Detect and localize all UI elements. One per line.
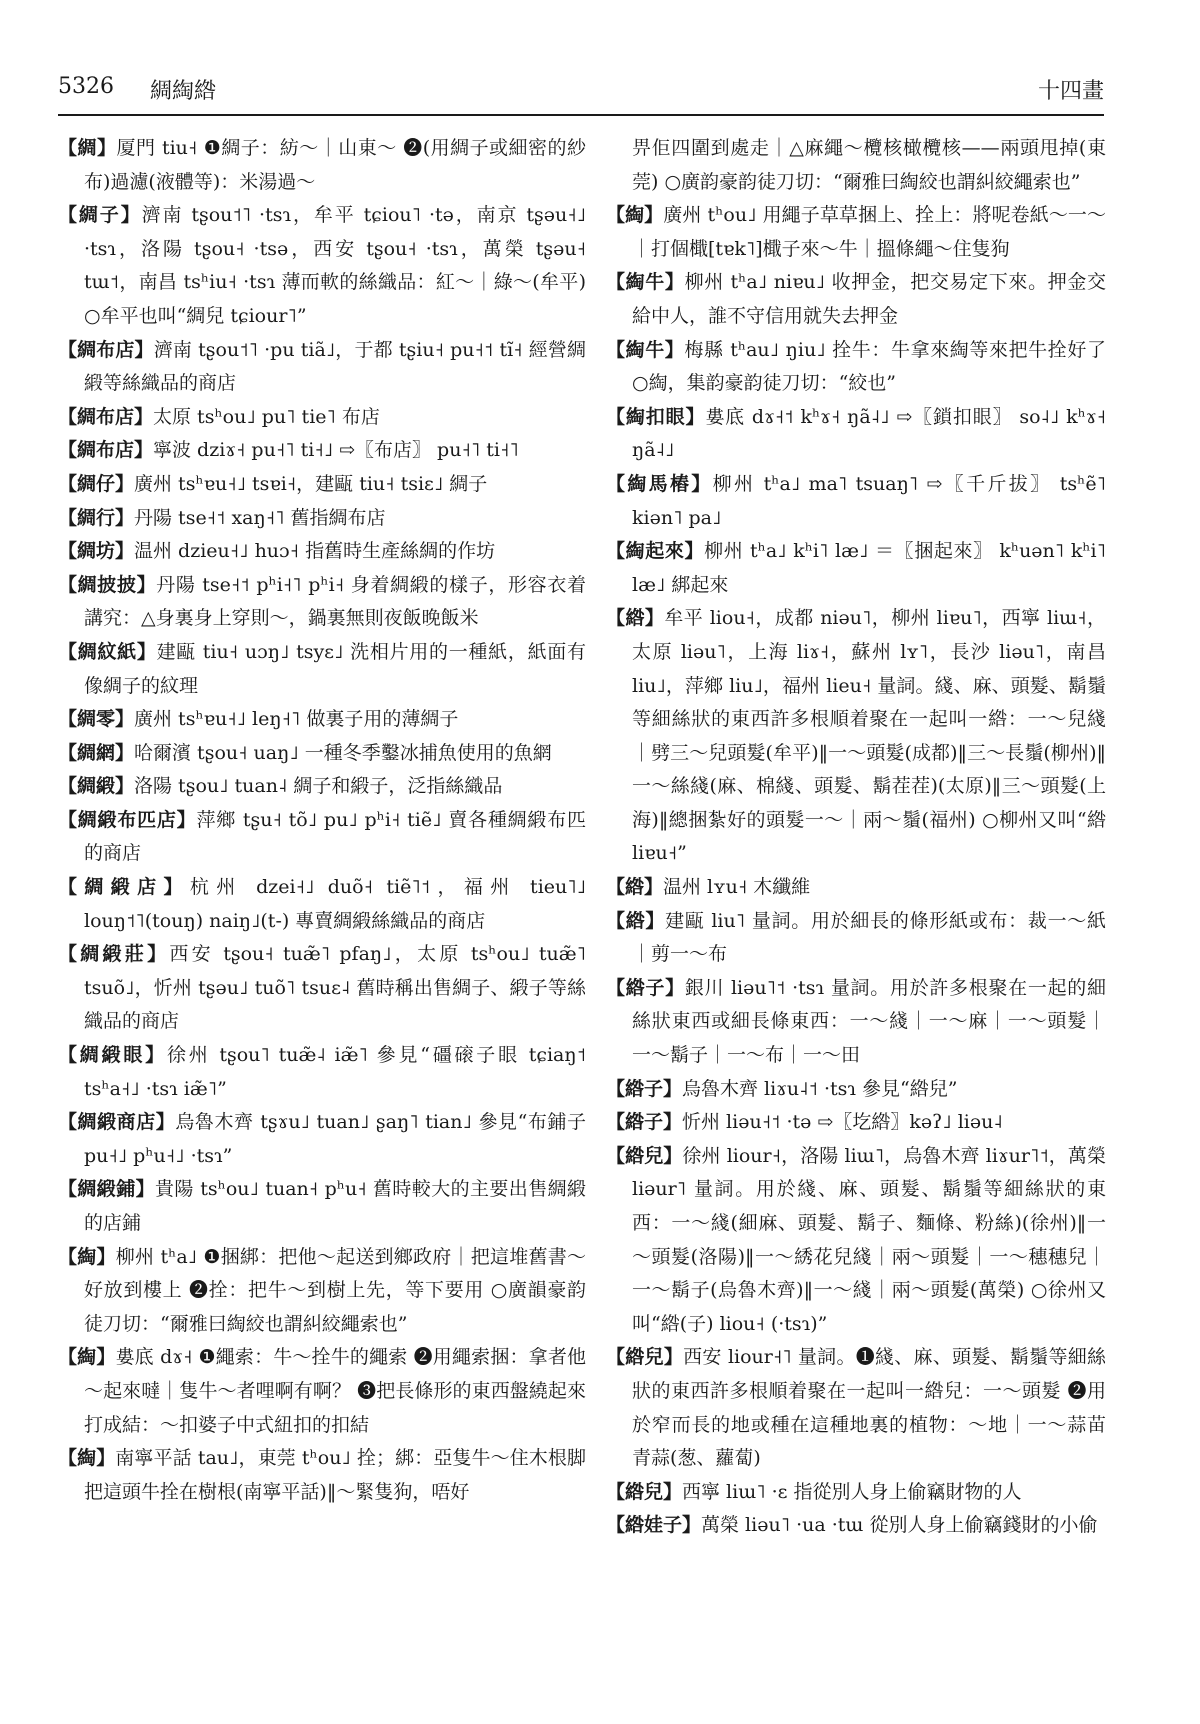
entry-definition: 柳州 tʰa˩ ma˥ tsuaŋ˥ ⇨〖千斤拔〗 tsʰẽ˥ kiən˥ pa˩ bbox=[632, 472, 1106, 529]
dictionary-entry bbox=[606, 972, 1106, 1073]
entry-definition: 柳州 tʰa˩ niɐu˩ 收押金，把交易定下來。押金交給中人，誰不守信用就失去押金 bbox=[632, 271, 1106, 327]
dictionary-entry bbox=[58, 703, 586, 737]
dictionary-entry bbox=[58, 468, 586, 502]
entry-headword: 【綹子】 bbox=[606, 1077, 683, 1100]
entry-definition: 建甌 liu˥ 量詞。用於細長的條形紙或布：裁一～紙｜剪一～布 bbox=[632, 909, 1106, 966]
dictionary-entry bbox=[58, 871, 586, 938]
entry-headword: 【綢子】 bbox=[58, 204, 142, 227]
entry-headword: 【綯】 bbox=[58, 1346, 116, 1369]
entry-headword: 【綢紋紙】 bbox=[58, 640, 157, 663]
running-head: 綢綯綹 bbox=[150, 79, 217, 104]
entry-headword: 【綹】 bbox=[606, 876, 664, 899]
entry-definition: 洛陽 tʂou˩ tuan˨ 綢子和緞子，泛指絲織品 bbox=[134, 775, 503, 798]
dictionary-entry bbox=[606, 468, 1106, 535]
entry-headword: 【綢坊】 bbox=[58, 540, 135, 563]
dictionary-entry bbox=[606, 1341, 1106, 1475]
dictionary-entry bbox=[606, 905, 1106, 972]
page-header bbox=[58, 70, 1104, 116]
dictionary-entry bbox=[606, 602, 1106, 871]
entry-headword: 【綹子】 bbox=[606, 976, 685, 999]
dictionary-entry bbox=[58, 569, 586, 636]
entry-headword: 【綯】 bbox=[606, 204, 664, 227]
entry-headword: 【綢緞鋪】 bbox=[58, 1178, 155, 1201]
entry-headword: 【綢布店】 bbox=[58, 338, 154, 361]
dictionary-entry bbox=[58, 401, 586, 435]
entry-definition: 西安 liour˧˥ 量詞。❶綫、麻、頭髮、鬍鬚等細絲狀的東西許多根順着聚在一起叫一綹兒：一～頭髮 ❷用於窄而長的地或種在這種地裏的植物：～地｜一～蒜苗青蒜(葱、蘿蔔) bbox=[632, 1346, 1106, 1470]
entry-headword: 【綢布店】 bbox=[58, 405, 154, 428]
entry-headword: 【綢披披】 bbox=[58, 573, 157, 596]
entry-headword: 【綹兒】 bbox=[606, 1144, 683, 1167]
entry-headword: 【綢緞商店】 bbox=[58, 1111, 176, 1134]
entry-headword: 【綹】 bbox=[606, 607, 665, 630]
entry-headword: 【綢緞】 bbox=[58, 775, 135, 798]
entry-definition: 濟南 tʂou˦˥ ·tsɿ，牟平 tɕiou˥ ·tə，南京 tʂəu˧˩ ·tsɿ，洛陽 tʂou˧ ·tsə，西安 tʂou˧ ·tsɿ，萬榮 tʂəu˧ tɯ˦，南昌 tsʰiu˧ ·tsɿ 薄而軟的絲織品：紅～｜綠～(牟平) ○牟平也叫“綢兒 tɕiour˥” bbox=[84, 204, 586, 327]
dictionary-entry bbox=[606, 871, 1106, 905]
dictionary-entry bbox=[58, 1106, 586, 1173]
dictionary-entry bbox=[58, 199, 586, 333]
entry-headword: 【綹兒】 bbox=[606, 1346, 684, 1369]
entry-definition: 萬榮 liəu˥ ·ua ·tɯ 從別人身上偷竊錢財的小偷 bbox=[701, 1514, 1098, 1537]
entry-headword: 【綯牛】 bbox=[606, 338, 685, 361]
dictionary-entry bbox=[606, 1106, 1106, 1140]
entry-headword: 【綯起來】 bbox=[606, 540, 705, 563]
entry-definition: 丹陽 tse˧˦ pʰi˧˥ pʰi˧ 身着綢緞的樣子，形容衣着講究：△身裏身上穿則～，鍋裏無則夜飯晚飯米 bbox=[84, 573, 586, 630]
entry-headword: 【綢緞眼】 bbox=[58, 1044, 167, 1067]
entry-headword: 【綹】 bbox=[606, 909, 666, 932]
dictionary-entry bbox=[58, 1341, 586, 1442]
entry-definition: 萍鄉 tʂu˧ tõ˩ pu˩ pʰi˧ tiẽ˩ 賣各種綢緞布匹的商店 bbox=[84, 808, 586, 865]
entry-headword: 【綯】 bbox=[58, 1447, 116, 1470]
entry-headword: 【綹兒】 bbox=[606, 1480, 683, 1503]
entry-definition: 畀佢四圍到處走｜△麻繩～欖核橄欖核——兩頭甩掉(東莞) ○廣韵豪韵徒刀切：“爾雅曰綯絞也謂糾絞繩索也” bbox=[632, 137, 1106, 193]
entry-definition: 寧波 dziɤ˧ pu˧˥ ti˧˩ ⇨〖布店〗 pu˧˥ ti˧˥ bbox=[153, 439, 519, 462]
entry-headword: 【綢緞店】 bbox=[58, 876, 190, 899]
right-column bbox=[606, 132, 1106, 1692]
entry-definition: 太原 tsʰou˩ pu˥ tie˥ 布店 bbox=[153, 405, 380, 428]
entry-definition: 南寧平話 tau˩，東莞 tʰou˩ 拴；綁：亞隻牛～住木根脚把這頭牛拴在樹根(南寧平話)‖～緊隻狗，唔好 bbox=[84, 1447, 586, 1503]
entry-headword: 【綢】 bbox=[58, 137, 117, 159]
dictionary-entry bbox=[58, 132, 586, 199]
entry-headword: 【綹娃子】 bbox=[606, 1514, 702, 1537]
left-column bbox=[58, 132, 586, 1692]
dictionary-entry bbox=[58, 502, 586, 536]
entry-definition: 建甌 tiu˧ uɔŋ˩ tsyɛ˩ 洗相片用的一種紙，紙面有像綢子的紋理 bbox=[84, 640, 586, 697]
entry-headword: 【綢網】 bbox=[58, 741, 135, 764]
entry-definition: 徐州 tʂou˥ tuæ̃˨ iæ̃˥ 參見“礓磙子眼 tɕiaŋ˦ tsʰa˧˩ ·tsɿ iæ̃˥” bbox=[84, 1044, 586, 1100]
entry-definition: 柳州 tʰa˩ kʰi˥ læ˩ ＝〖捆起來〗 kʰuən˥ kʰi˥ læ˩ 綁起來 bbox=[632, 540, 1106, 596]
entry-headword: 【綢仔】 bbox=[58, 472, 135, 495]
entry-definition: 杭州 dzei˧˩ duõ˧ tiẽ˥˦，福州 tieu˥˩ louŋ˦˥(touŋ) naiŋ˩(t-) 專賣綢緞絲織品的商店 bbox=[84, 876, 586, 932]
entry-definition: 烏魯木齊 tʂɤu˩ tuan˩ ʂaŋ˥ tian˩ 參見“布鋪子 pu˧˩ pʰu˧˩ ·tsɿ” bbox=[84, 1111, 586, 1167]
entry-headword: 【綢行】 bbox=[58, 506, 135, 529]
entry-definition: 西寧 liɯ˥ ·ɛ 指從別人身上偷竊財物的人 bbox=[682, 1480, 1022, 1503]
entry-definition: 厦門 tiu˧ ❶綢子：紡～｜山東～ ❷(用綢子或細密的紗布)過濾(液體等)：米湯過～ bbox=[84, 137, 586, 193]
entry-definition: 廣州 tsʰɐu˧˩ tsɐi˧，建甌 tiu˧ tsiɛ˩ 綢子 bbox=[134, 472, 488, 495]
entry-headword: 【綢零】 bbox=[58, 708, 135, 731]
entry-headword: 【綢緞布匹店】 bbox=[58, 808, 197, 831]
dictionary-entry bbox=[58, 737, 586, 771]
entry-definition: 西安 tʂou˧ tuæ̃˥ pfaŋ˩，太原 tsʰou˩ tuæ̃˥ tsuõ˩，忻州 tʂəu˩ tuõ˥ tsuɛ˨ 舊時稱出售綢子、緞子等絲織品的商店 bbox=[84, 943, 586, 1033]
entry-headword: 【綹子】 bbox=[606, 1111, 683, 1134]
entry-definition: 丹陽 tse˧˦ xaŋ˧˥ 舊指綢布店 bbox=[134, 506, 386, 529]
entry-definition: 牟平 liou˧，成都 niəu˥，柳州 liɐu˥，西寧 liɯ˧，太原 liəu˥，上海 liɤ˧，蘇州 lʏ˥，長沙 liəu˥，南昌 liu˩，萍鄉 liu˩，福州 lieu˧ 量詞。綫、麻、頭髮、鬍鬚等細絲狀的東西許多根順着聚在一起叫一綹：一～兒綫｜劈三～兒頭髮(牟平)‖一～頭髮(成都)‖三～長鬚(柳州)‖一～絲綫(麻、棉綫、頭髮、鬍茬茬)(太原)‖三～頭髮(上海)‖總捆紮好的頭髮一～｜兩～鬚(福州) ○柳州又叫“綹 liɐu˧” bbox=[632, 607, 1106, 865]
dictionary-entry bbox=[58, 434, 586, 468]
entry-definition: 柳州 tʰa˩ ❶捆綁：把他～起送到鄉政府｜把這堆舊書～好放到樓上 ❷拴：把牛～到樹上先，等下要用 ○廣韻豪韵徒刀切：“爾雅曰綯絞也謂糾絞繩索也” bbox=[84, 1245, 586, 1335]
entry-definition: 貴陽 tsʰou˩ tuan˧ pʰu˧ 舊時較大的主要出售綢緞的店鋪 bbox=[84, 1178, 586, 1234]
entry-definition: 忻州 liəu˧˦ ·tə ⇨〖圪綹〗kəʔ˩ liəu˨ bbox=[682, 1111, 1003, 1134]
stroke-count-label: 十四畫 bbox=[1037, 79, 1104, 104]
dictionary-entry bbox=[58, 938, 586, 1039]
page-number: 5326 bbox=[58, 74, 114, 99]
entry-definition: 温州 dzieu˧˩ huɔ˧ 指舊時生產絲綢的作坊 bbox=[134, 540, 496, 563]
entry-definition: 廣州 tʰou˩ 用繩子草草捆上、拴上：將呢卷紙～一～｜打個檝[tɐk˥]檝子來～牛｜搵條繩～住隻狗 bbox=[632, 204, 1106, 260]
entry-headword: 【綢布店】 bbox=[58, 439, 154, 462]
entry-headword: 【綯馬樁】 bbox=[606, 472, 713, 495]
entry-definition: 温州 lʏu˧ 木纖維 bbox=[663, 876, 811, 899]
entry-definition: 烏魯木齊 liɤu˨˦ ·tsɿ 參見“綹兒” bbox=[682, 1077, 958, 1100]
dictionary-entry bbox=[606, 1073, 1106, 1107]
entry-definition: 濟南 tʂou˦˥ ·pu tiã˩，于都 tʂiu˧ pu˧˦ tĩ˧ 經營綢緞等絲織品的商店 bbox=[84, 338, 586, 395]
dictionary-entry bbox=[58, 1241, 586, 1342]
entry-headword: 【綯扣眼】 bbox=[606, 405, 706, 428]
entry-definition: 廣州 tsʰɐu˧˩ leŋ˧˥ 做裏子用的薄綢子 bbox=[134, 708, 459, 731]
entry-definition: 銀川 liəu˥˦ ·tsɿ 量詞。用於許多根聚在一起的細絲狀東西或細長條東西：一～綫｜一～麻｜一～頭髮｜一～鬍子｜一～布｜一～田 bbox=[632, 976, 1106, 1067]
dictionary-entry bbox=[58, 334, 586, 401]
dictionary-entry bbox=[58, 1039, 586, 1106]
dictionary-entry bbox=[606, 1140, 1106, 1342]
entry-definition: 梅縣 tʰau˩ ŋiu˩ 拴牛：牛拿來綯等來把牛拴好了 ○綯，集韵豪韵徒刀切：“絞也” bbox=[632, 338, 1106, 395]
entry-headword: 【綢緞莊】 bbox=[58, 943, 170, 966]
dictionary-entry bbox=[58, 535, 586, 569]
entry-headword: 【綯牛】 bbox=[606, 271, 685, 294]
dictionary-entry bbox=[58, 1173, 586, 1240]
dictionary-entry bbox=[606, 266, 1106, 333]
dictionary-entry bbox=[606, 1509, 1106, 1543]
dictionary-entry bbox=[606, 132, 1106, 199]
dictionary-entry bbox=[58, 636, 586, 703]
dictionary-entry bbox=[606, 199, 1106, 266]
dictionary-entry bbox=[58, 1442, 586, 1509]
entry-definition: 婁底 dɤ˧˦ kʰɤ˧ ŋã˨˩ ⇨〖鎖扣眼〗 so˨˩ kʰɤ˧ ŋã˨˩ bbox=[632, 405, 1106, 462]
entry-headword: 【綯】 bbox=[58, 1245, 116, 1268]
dictionary-entry bbox=[58, 770, 586, 804]
dictionary-entry bbox=[606, 334, 1106, 401]
dictionary-entry bbox=[606, 401, 1106, 468]
dictionary-entry bbox=[606, 535, 1106, 602]
entry-definition: 婁底 dɤ˧ ❶繩索：牛～拴牛的繩索 ❷用繩索捆：拿者他～起來噠｜隻牛～者哩啊有啊？ ❸把長條形的東西盤繞起來打成結：～扣婆子中式紐扣的扣結 bbox=[84, 1346, 586, 1436]
entry-definition: 哈爾濱 tʂou˧ uaŋ˩ 一種冬季鑿冰捕魚使用的魚網 bbox=[134, 741, 552, 764]
dictionary-entry bbox=[606, 1476, 1106, 1510]
dictionary-entry bbox=[58, 804, 586, 871]
entry-definition: 徐州 liour˧，洛陽 liɯ˥，烏魯木齊 liɤur˥˦，萬榮 liəur˥ 量詞。用於綫、麻、頭髮、鬍鬚等細絲狀的東西：一～綫(細麻、頭髮、鬍子、麵條、粉絲)(徐州)‖一～頭髮(洛陽)‖一～綉花兒綫｜兩～頭髮｜一～穗穗兒｜一～鬍子(烏魯木齊)‖一～綫｜兩～頭髮(萬榮) ○徐州又叫“綹(子) liou˧ (·tsɿ)” bbox=[632, 1144, 1106, 1335]
